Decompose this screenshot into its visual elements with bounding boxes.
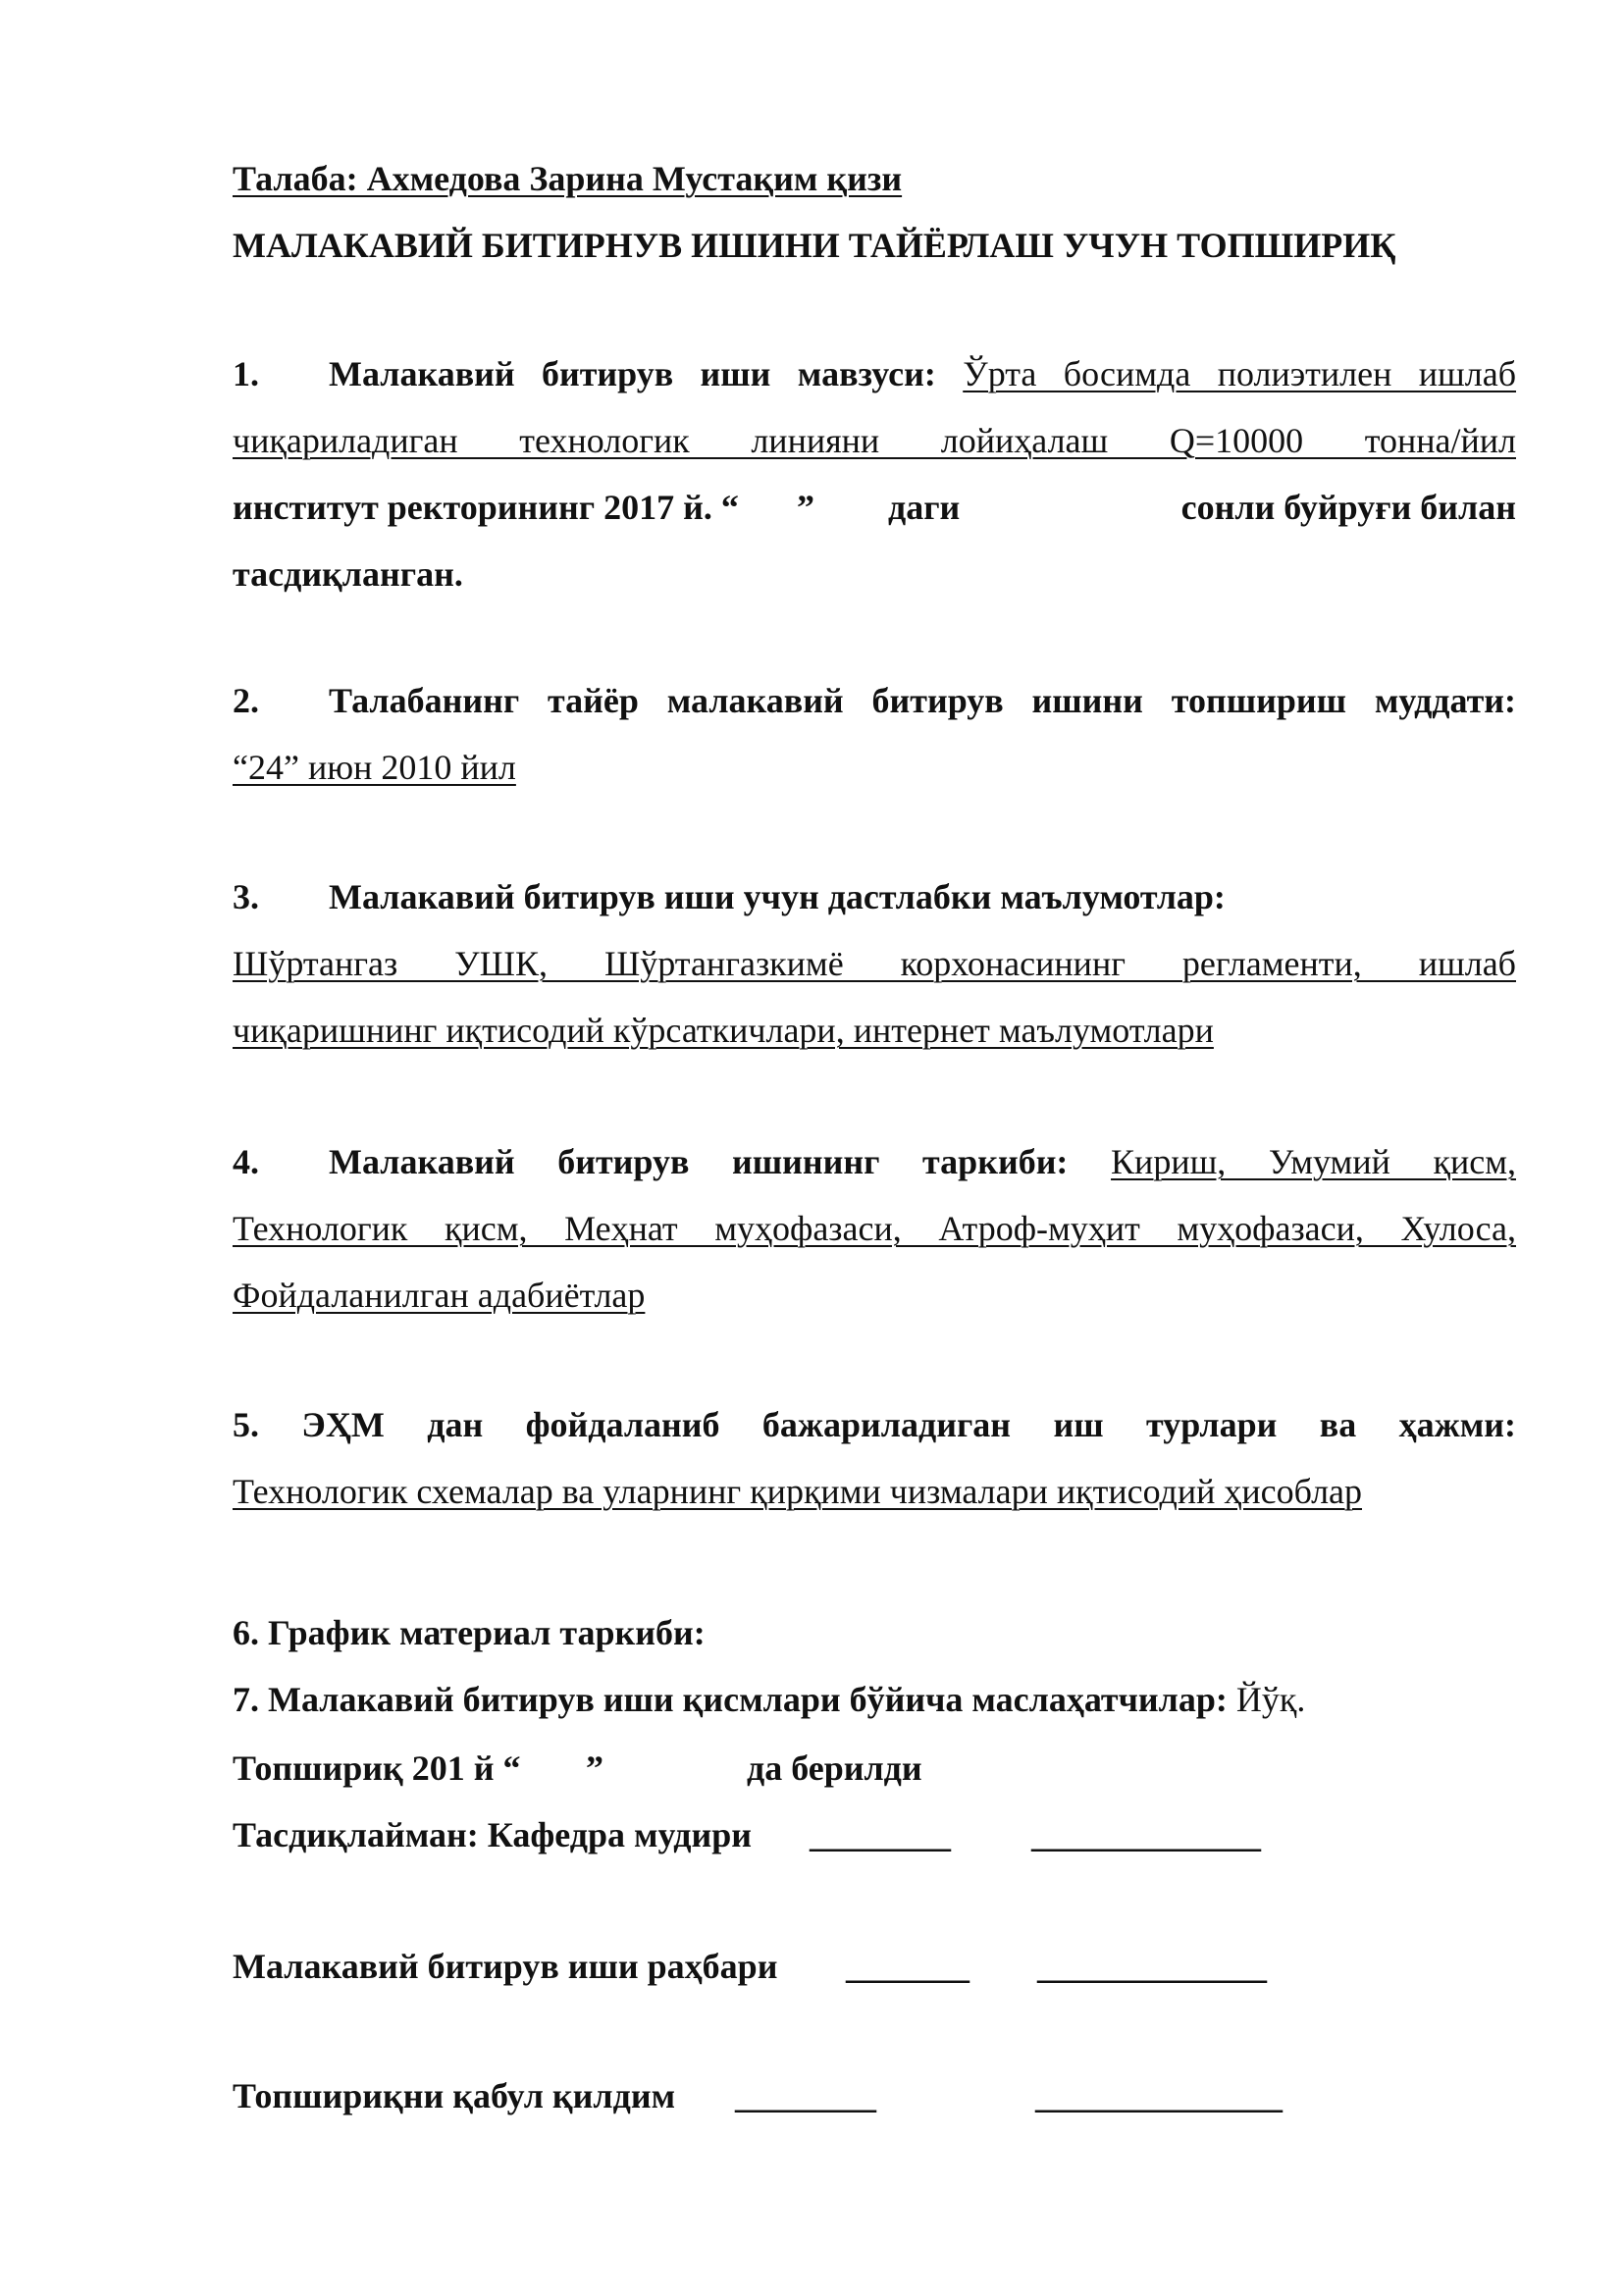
item-3-line1: Шўртангаз УШК, Шўртангазкимё корхонасининг регламенти, ишлаб — [233, 944, 1516, 983]
item-7-label: 7. Малакавий битирув иши қисмлари бўйича маслаҳатчилар: — [233, 1680, 1228, 1719]
item-1 — [233, 340, 1516, 607]
item-2-label: Талабанинг тайёр малакавий битирув ишини топшириш муддати: — [329, 681, 1516, 720]
item-2 — [233, 667, 1516, 801]
approval-text-b: ” — [797, 488, 814, 527]
item-4 — [233, 1128, 1516, 1329]
header — [233, 145, 1516, 279]
signature-supervisor — [233, 1933, 1516, 2000]
document-title: МАЛАКАВИЙ БИТИРНУВ ИШИНИ ТАЙЁРЛАШ УЧУН ТОПШИРИҚ — [233, 226, 1396, 265]
issued-line — [233, 1735, 1516, 1801]
signature-student — [233, 2062, 1516, 2129]
item-3 — [233, 863, 1516, 1064]
head-label: Тасдиқлайман: Кафедра мудири — [233, 1815, 752, 1854]
student-name: Талаба: Ахмедова Зарина Мустақим қизи — [233, 159, 903, 198]
supervisor-signature-blank: _______ — [846, 1947, 969, 1986]
student-signature-blank: ________ — [735, 2076, 876, 2115]
supervisor-name-blank: _____________ — [1037, 1947, 1267, 1986]
item-4-number: 4. — [233, 1142, 259, 1181]
item-3-label: Малакавий битирув иши учун дастлабки маълумотлар: — [329, 877, 1226, 916]
item-3-line2: чиқаришнинг иқтисодий кўрсаткичлари, интернет маълумотлари — [233, 1011, 1214, 1050]
issued-text-b: ” — [586, 1748, 603, 1788]
item-5-label: 5. ЭҲМ дан фойдаланиб бажариладиган иш турлари ва ҳажми: — [233, 1405, 1516, 1444]
item-6-label: 6. График материал таркиби: — [233, 1613, 706, 1652]
item-5-line1: Технологик схемалар ва уларнинг қирқими чизмалари иқтисодий ҳисоблар — [233, 1472, 1363, 1511]
approval-text-a: институт ректорининг 2017 й. “ — [233, 488, 739, 527]
item-1-approved: тасдиқланган. — [233, 554, 463, 594]
item-7 — [233, 1666, 1516, 1733]
item-3-number: 3. — [233, 877, 259, 916]
item-1-topic-line1: Ўрта босимда полиэтилен ишлаб — [963, 354, 1517, 393]
approval-text-c: даги — [888, 488, 961, 527]
item-2-date: “24” июн 2010 йил — [233, 748, 516, 787]
head-name-blank: _____________ — [1031, 1815, 1261, 1854]
item-7-value: Йўқ. — [1235, 1680, 1306, 1719]
issued-text-a: Топшириқ 201 й “ — [233, 1748, 521, 1788]
item-4-line1: Кириш, Умумий қисм, — [1111, 1142, 1516, 1181]
items-6-7 — [233, 1599, 1516, 1733]
supervisor-label: Малакавий битирув иши раҳбари — [233, 1947, 778, 1986]
item-1-number: 1. — [233, 354, 259, 393]
issued-text-c: да берилди — [747, 1748, 922, 1788]
student-name-blank: ______________ — [1035, 2076, 1283, 2115]
item-2-number: 2. — [233, 681, 259, 720]
item-1-approval — [233, 474, 1516, 541]
item-4-line3: Фойдаланилган адабиётлар — [233, 1276, 646, 1315]
item-4-line2: Технологик қисм, Меҳнат муҳофазаси, Атроф-муҳит муҳофазаси, Хулоса, — [233, 1209, 1516, 1248]
item-1-topic-line2: чиқариладиган технологик линияни лойиҳалаш Q=10000 тонна/йил — [233, 421, 1516, 460]
item-5 — [233, 1391, 1516, 1525]
signature-head — [233, 1801, 1516, 1868]
item-1-label: Малакавий битирув иши мавзуси: — [329, 354, 936, 393]
head-signature-blank: ________ — [810, 1815, 951, 1854]
approval-text-d: сонли буйруғи билан — [1180, 488, 1516, 527]
item-4-label: Малакавий битирув ишининг таркиби: — [329, 1142, 1069, 1181]
student-accept-label: Топшириқни қабул қилдим — [233, 2076, 676, 2115]
